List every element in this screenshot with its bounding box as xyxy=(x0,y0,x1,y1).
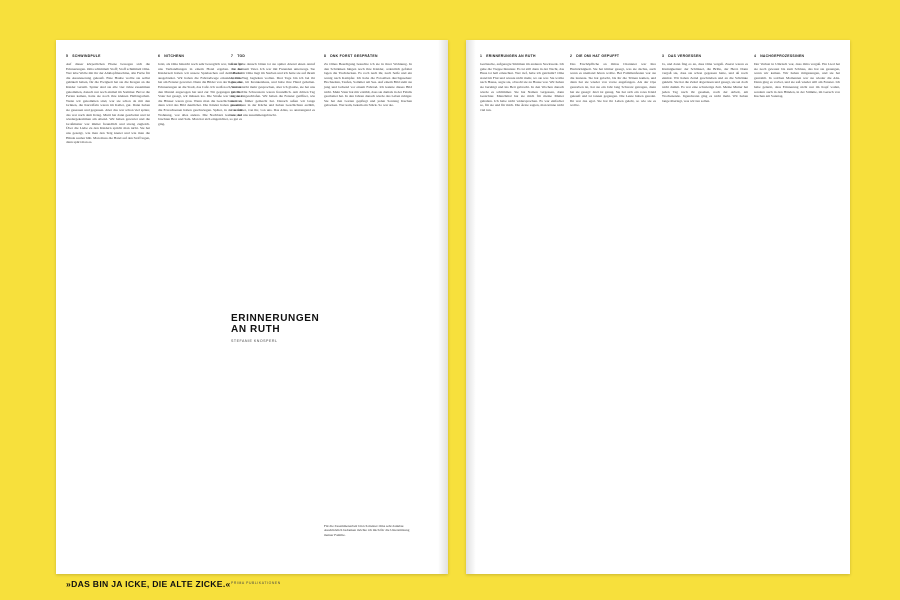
column-header: 5 SCHWINDPULE xyxy=(66,54,101,58)
column-4 xyxy=(754,54,840,564)
column-body-text: Der Verlust in Umrisch war, dass Oma vergaß. Ein Lied hat sie noch gewusst bis zum Schluss, das hat sie gesungen, wenn wir kamen. Wir haben mitgesungen, und sie hat gestrahlt. In solchen Momenten war sie wieder die Alte. Dann ging es vorbei, und sie saß wieder still am Fenster. Ich habe gelernt, dass Erinnerung nicht nur im Kopf wohnt, sondern auch in den Händen, in der Stimme, im Geruch von Kuchen am Sonntag. xyxy=(754,62,840,99)
column-header: 7 TOD xyxy=(231,54,246,58)
column-body-text: Ja, und dann fing es an, dass Oma vergaß. Zuerst waren es Kleinigkeiten: der Schlüssel, die Brille, der Herd. Dann vergaß sie, dass sie schon gegessen hatte, und aß noch einmal. Wir haben Zettel geschrieben und an die Schränke geklebt. Sie hat die Zettel abgerissen und gesagt, sie sei doch nicht dumm. Es war eine schwierige Zeit. Meine Mutter hat jeden Tag nach ihr gesehen, nach der Arbeit, am Wochenende. Irgendwann ging es nicht mehr. Wir haben lange überlegt, was wir tun sollen. xyxy=(662,62,748,103)
column-body-text: Jetzt, als Oma hinsicht noch sehr beweglich war, ließ es für uns Verhandlungen in einem Hotel ergeben. In der Kinderzeit haben wir unsere Spielsachen auf dem Boden ausgebreitet. Wir haben die Fahrradwege erkundet, Oma hat am Fenster gewartet. Dann die Bilder von der Reise, die Erinnerungen an die Stadt, das Café. Ich weiß noch, wie sie den Mantel angezogen hat und zur Tür gegangen ist. Der Vater hat gesagt, wir müssen los. Die Straße war lang und die Häuser waren grau. Wenn man die Geschichten hört, dann wird das Bild deutlicher. Die Kinder haben geweint, die Erwachsenen haben geschwiegen. Später, in der neuen Wohnung, war alles anders. Die Nachbarn kamen und brachten Brot und Salz. Man hat sich eingerichtet, so gut es ging. xyxy=(158,62,242,126)
column-body-text: Das Erschöpfliche an Omas Charakter war ihre Hartnäckigkeit. Sie hat immer gesagt, was sie dachte, auch wenn es niemand hören wollte. Bei Familienfesten war sie die lauteste. Sie hat gelacht, bis ihr die Tränen kamen, und dann hat sie wieder von vorne angefangen. Als der Opa gestorben ist, hat sie ein Jahr lang Schwarz getragen, dann hat sie gesagt: Jetzt ist genug. Sie hat sich ein rotes Kleid gekauft und ist tanzen gegangen. Die Leute haben geredet. Ihr war das egal. Sie hat ihr Leben gelebt, so wie sie es wollte. xyxy=(570,62,656,108)
column-body-text: Auf dieser körperlichen Ebene bewegen sich die Erinnerungen. Oma schimmelt Stoff; Stoff schimmelt Oma. Wer lebe Wolle mit ihr der Abklopfmaschine, alle Farbe für die Aussteuerung gekauft. Eine Haube wollte sie selbst gehäkelt haben, für die Ewigkeit hat sie die Kragen an die Kinder verteilt. Später sind sie alle vier Jahre zusammen gekommen, danach nur noch einmal im Sommer. Bevor die Ferien kamen, hatte sie noch ihre kleinen Halbtagarbeit. Wenn wir gekommen sind, war sie schon da mit den Grünen, die Kartoffeln waren im Keller, gut. Dann haben sie gesessen und gegessen. Aber das war schon viel später, das war nach dem Krieg. Mutti hat dann gearbeitet und ist wiedergekommen am Abend. Wir haben gewartet und die Großmutter war immer freundlich und streng zugleich. Über die Liebe zu den Kindern spricht man nicht. Sie hat uns gezeigt, wie man den Teig knetet und wie man die Hände sauber hält. Man muss die Hand auf den Stoff legen, dann spürt man es. xyxy=(66,62,150,145)
article-title-block xyxy=(231,313,321,343)
publisher-label: PRIMA PUBLIKATIONEN xyxy=(231,581,281,585)
column-2 xyxy=(158,54,242,126)
column-body-text: Zu Omas Beerdigung besuchte ich sie in ihrer Wohnung. In den Schränken hingen noch ihre Kleider, ordentlich gefaltet lagen die Tischdecken. Es roch nach ihr, nach Seife und ein wenig nach Kampfer. Ich habe die Fotoalben durchgesehen: Hochzeiten, Taufen, Sommer am See. Auf einem Bild steht sie jung und lachend vor einem Fahrrad. Ich kannte dieses Bild nicht. Mein Vater hat mir erzählt, dass sie damals in der Fabrik gearbeitet hat. In den Jahren danach wurde das Leben ruhiger. Sie hat den Garten gepflegt und jeden Sonntag Kuchen gebacken. Wer kam, bekam ein Stück. So war sie. xyxy=(324,62,412,108)
column-3 xyxy=(231,54,315,304)
column-header: 8 DNK FORST GESPRÄTEN xyxy=(324,54,378,58)
column-header: 3 DAS VERGESSEN xyxy=(662,54,702,58)
column-header: 1 ERINNERUNGEN AN RUTH xyxy=(480,54,536,58)
column-1 xyxy=(66,54,150,145)
article-title: ERINNERUNGEN AN RUTH xyxy=(231,313,320,335)
right-page-spread xyxy=(466,40,850,574)
column-4 xyxy=(324,54,412,514)
column-header: 2 DIE OMI HAT GEPUFFT xyxy=(570,54,620,58)
column-body-text: Jetzt gehe danach bitten ist sie spüter Abend einen Anruf von meinem Vater. Ich war mit Freunden unterwegs. Sie haben mir Oma liegt im Sterben und ich hatte sie auf ihrem letzten Weg begleiten wollen. Drei Tage bin ich bei ihr gewesen, im Krankenhaus, und habe ihre Hand gehalten. Sie hat nicht mehr gesprochen, aber ich glaube, sie hat uns gehört. Die Schwestern waren freundlich. Am dritten Tag ist sie eingeschlafen. Wir haben die Fenster geöffnet, wie man es früher gemacht hat. Danach saßen wir lange zusammen in der Küche und haben Geschichten erzählt, von früher, von ihr, von uns. Das Alles, so anstrengend es war, hat uns zusammengebracht. xyxy=(231,62,315,117)
column-2 xyxy=(570,54,656,564)
column-header: 4 NACHGEPROZESSINEN xyxy=(754,54,805,58)
gutter-shadow xyxy=(466,40,476,574)
column-header: 6 NITCHENN xyxy=(158,54,185,58)
column-1 xyxy=(480,54,564,564)
footnote: Für die Zusammenarbeit bin ich meiner Oma sehr dankbar. Ausdrücklich bedanken möchte ich mich für die Unterstützung meiner Familie. xyxy=(324,524,410,537)
column-body-text: Geräusche, aufgeregte Stimmen im anderen Stockwerk. Ich gehe die Treppe hinunter. Es ist still dann in der Nacht, das Haus ist hell erleuchtet. Wer rief, habe ich geträumt? Oma stand im Flur und wusste nicht mehr, wo sie war. Sie wollte nach Hause, sagte sie, obwohl sie zu Hause war. Wir haben sie beruhigt und ins Bett gebracht. In den Wochen danach wurde es schlimmer. Sie hat Namen vergessen, dann Gesichter. Manchmal hat sie mich für meine Mutter gehalten. Ich habe nicht widersprochen. Es war einfacher so, für sie und für mich. Die Ärzte sagten, man könne nicht viel tun. xyxy=(480,62,564,112)
gutter-shadow xyxy=(438,40,448,574)
column-3 xyxy=(662,54,748,564)
left-page-spread xyxy=(56,40,448,589)
pull-quote: »DAS BIN JA ICKE, DIE ALTE ZICKE.« xyxy=(66,579,231,589)
article-author: STEFANIE KNOSPERL xyxy=(231,339,278,343)
